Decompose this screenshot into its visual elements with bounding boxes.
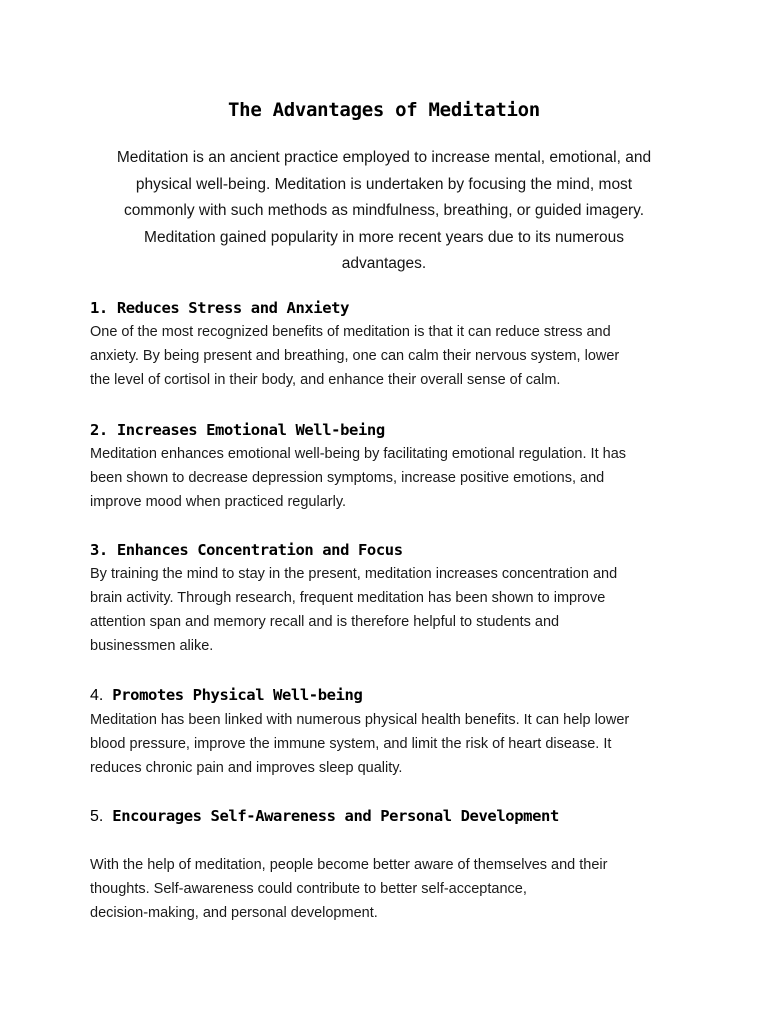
section-heading	[90, 683, 690, 708]
paragraph-line: improve mood when practiced regularly.	[90, 494, 347, 510]
paragraph-line: been shown to decrease depression symptoms, increase positive emotions, and	[90, 470, 605, 486]
section-number: 3.	[90, 541, 108, 559]
section-heading-text: Increases Emotional Well-being	[116, 421, 385, 439]
section-number: 2.	[90, 421, 108, 439]
paragraph-line: thoughts. Self-awareness could contribute to better self-acceptance,	[90, 881, 527, 897]
paragraph-line: reduces chronic pain and improves sleep quality.	[90, 760, 403, 776]
paragraph-line: Meditation enhances emotional well-being by facilitating emotional regulation. It has	[90, 446, 627, 462]
paragraph-line: blood pressure, improve the immune system, and limit the risk of heart disease. It	[90, 736, 612, 752]
section-heading-text: Reduces Stress and Anxiety	[116, 299, 350, 317]
intro-paragraph	[88, 145, 680, 278]
section-emotional-well-being	[90, 418, 690, 514]
section-concentration-focus	[90, 538, 690, 658]
section-heading	[90, 804, 690, 829]
section-heading	[90, 538, 690, 562]
section-heading	[90, 296, 690, 320]
section-heading-text: Encourages Self-Awareness and Personal Development	[112, 807, 559, 825]
paragraph-line: businessmen alike.	[90, 638, 214, 654]
document-title: The Advantages of Meditation	[228, 99, 540, 121]
section-heading	[90, 418, 690, 442]
intro-line: commonly with such methods as mindfulness, breathing, or guided imagery.	[123, 202, 645, 219]
intro-line: advantages.	[341, 255, 427, 272]
intro-line: Meditation is an ancient practice employed to increase mental, emotional, and	[116, 149, 652, 166]
section-physical-well-being	[90, 683, 690, 780]
section-paragraph	[90, 442, 690, 514]
paragraph-line: decision-making, and personal development.	[90, 905, 378, 921]
paragraph-line: By training the mind to stay in the present, meditation increases concentration and	[90, 566, 618, 582]
section-paragraph	[90, 562, 690, 658]
section-number: 1.	[90, 299, 108, 317]
paragraph-line: the level of cortisol in their body, and enhance their overall sense of calm.	[90, 372, 561, 388]
section-heading-text: Promotes Physical Well-being	[112, 686, 363, 704]
intro-line: Meditation gained popularity in more recent years due to its numerous	[144, 228, 624, 246]
section-paragraph	[90, 853, 690, 925]
paragraph-line: One of the most recognized benefits of meditation is that it can reduce stress and	[90, 324, 611, 340]
paragraph-line: With the help of meditation, people become better aware of themselves and their	[90, 857, 608, 873]
section-paragraph	[90, 320, 690, 392]
section-number: 4.	[90, 687, 104, 704]
section-heading-text: Enhances Concentration and Focus	[116, 541, 403, 559]
paragraph-line: Meditation has been linked with numerous physical health benefits. It can help lower	[90, 712, 630, 728]
paragraph-line: brain activity. Through research, frequent meditation has been shown to improve	[90, 590, 606, 606]
paragraph-line: anxiety. By being present and breathing, one can calm their nervous system, lower	[90, 348, 620, 364]
paragraph-line: attention span and memory recall and is therefore helpful to students and	[90, 614, 560, 630]
section-self-awareness	[90, 804, 690, 925]
intro-line: physical well-being. Meditation is undertaken by focusing the mind, most	[135, 175, 633, 193]
section-number: 5.	[90, 808, 104, 825]
section-paragraph	[90, 708, 690, 780]
section-reduces-stress	[90, 296, 690, 392]
